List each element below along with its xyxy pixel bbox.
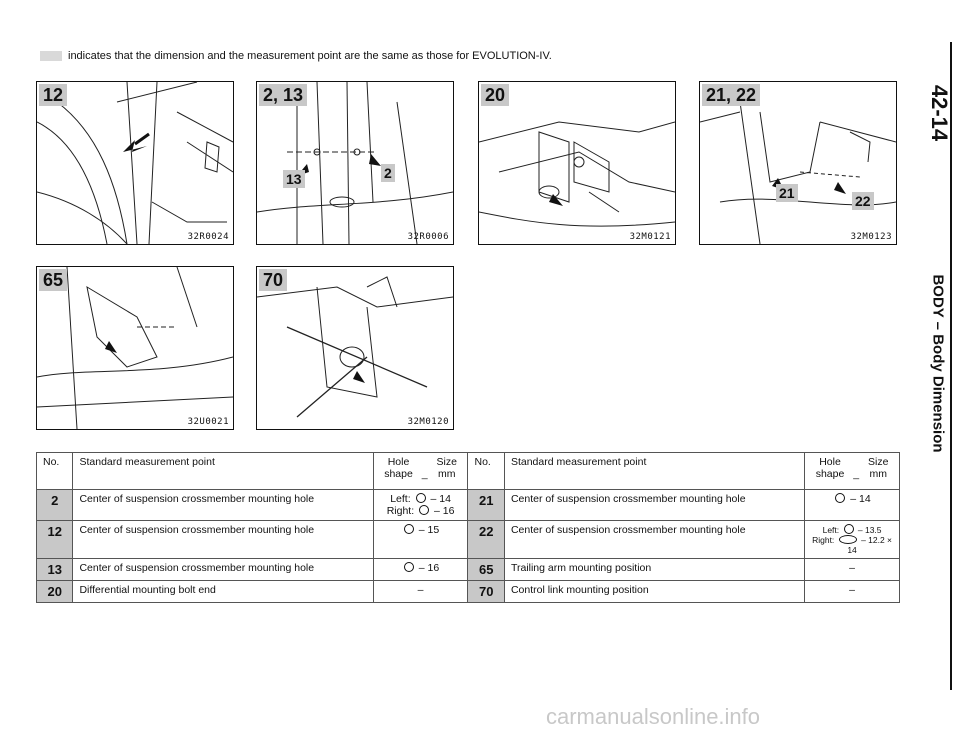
figure-70 xyxy=(256,266,454,430)
figure-20-drawing xyxy=(479,82,675,244)
value-side: Left: xyxy=(390,493,411,505)
figure-label: 21, 22 xyxy=(702,84,760,106)
value-size: – 13.5 xyxy=(857,525,882,535)
row-point: Control link mounting position xyxy=(504,581,804,603)
header-size: Size mm xyxy=(436,456,457,480)
note-text: indicates that the dimension and the measurement point are the same as those for EVOLUTION-IV. xyxy=(68,50,552,62)
page-number: 42-14 xyxy=(927,84,952,142)
figure-code: 32R0024 xyxy=(187,232,229,242)
row-number: 20 xyxy=(37,581,73,603)
row-number: 12 xyxy=(37,521,73,559)
header-size: Size mm xyxy=(867,456,889,480)
round-hole-icon xyxy=(835,493,845,503)
figure-label: 70 xyxy=(259,269,287,291)
round-hole-icon xyxy=(404,524,414,534)
value-side: Left: xyxy=(822,525,840,535)
figure-code: 32M0123 xyxy=(850,232,892,242)
value-size: – 16 xyxy=(418,562,440,574)
callout-13: 13 xyxy=(283,170,305,188)
figure-2-13 xyxy=(256,81,454,245)
row-number: 21 xyxy=(468,490,504,521)
watermark: carmanualsonline.info xyxy=(546,704,761,729)
header-hole-size: Hole shape _ Size mm xyxy=(805,453,900,490)
value-size: – 14 xyxy=(430,493,451,505)
figure-65 xyxy=(36,266,234,430)
row-point: Center of suspension crossmember mounting hole xyxy=(73,490,373,521)
row-number: 22 xyxy=(468,521,504,559)
figure-code: 32R0006 xyxy=(407,232,449,242)
header-no: No. xyxy=(37,453,73,490)
callout-22: 22 xyxy=(852,192,874,210)
table-row xyxy=(37,559,900,581)
figure-65-drawing xyxy=(37,267,233,429)
evolution-note xyxy=(40,50,552,62)
measurement-table xyxy=(36,452,900,603)
header-hole: Hole shape xyxy=(384,456,413,480)
row-value xyxy=(805,490,900,521)
row-number: 2 xyxy=(37,490,73,521)
figure-12 xyxy=(36,81,234,245)
row-point: Center of suspension crossmember mounting hole xyxy=(504,521,804,559)
value-side: Right: xyxy=(812,535,835,545)
value-size: – 14 xyxy=(850,493,871,505)
page-sidebar xyxy=(912,0,960,700)
row-point: Center of suspension crossmember mounting hole xyxy=(504,490,804,521)
row-value: – xyxy=(805,581,900,603)
figure-70-drawing xyxy=(257,267,453,429)
row-value xyxy=(805,521,900,559)
header-hole-size: Hole shape _ Size mm xyxy=(373,453,468,490)
table-row xyxy=(37,490,900,521)
row-point: Trailing arm mounting position xyxy=(504,559,804,581)
row-value xyxy=(373,521,468,559)
figure-label: 12 xyxy=(39,84,67,106)
table-row xyxy=(37,521,900,559)
figure-20 xyxy=(478,81,676,245)
figure-label: 2, 13 xyxy=(259,84,307,106)
section-title: BODY – Body Dimension xyxy=(929,274,947,453)
callout-2: 2 xyxy=(381,164,395,182)
figure-21-22 xyxy=(699,81,897,245)
round-hole-icon xyxy=(416,493,426,503)
round-hole-icon xyxy=(419,505,429,515)
value-size: – 12.2 × 14 xyxy=(847,535,893,555)
row-point: Center of suspension crossmember mounting hole xyxy=(73,559,373,581)
row-value xyxy=(373,490,468,521)
figure-code: 32M0121 xyxy=(629,232,671,242)
round-hole-icon xyxy=(844,524,854,534)
header-point: Standard measurement point xyxy=(73,453,373,490)
figure-21-22-drawing xyxy=(700,82,896,244)
callout-21: 21 xyxy=(776,184,798,202)
row-number: 70 xyxy=(468,581,504,603)
shaded-legend-swatch xyxy=(40,51,62,61)
figure-12-drawing xyxy=(37,82,233,244)
row-point: Center of suspension crossmember mounting hole xyxy=(73,521,373,559)
figure-label: 20 xyxy=(481,84,509,106)
row-value: – xyxy=(805,559,900,581)
figure-code: 32M0120 xyxy=(407,417,449,427)
header-point: Standard measurement point xyxy=(504,453,804,490)
row-number: 13 xyxy=(37,559,73,581)
figure-code: 32U0021 xyxy=(187,417,229,427)
value-size: – 15 xyxy=(418,524,440,536)
table-header-row xyxy=(37,453,900,490)
header-no: No. xyxy=(468,453,504,490)
figure-label: 65 xyxy=(39,269,67,291)
header-hole: Hole shape xyxy=(815,456,845,480)
value-size: – 16 xyxy=(433,505,455,517)
value-side: Right: xyxy=(386,505,415,517)
round-hole-icon xyxy=(404,562,414,572)
row-value xyxy=(373,559,468,581)
row-value: – xyxy=(373,581,468,603)
row-point: Differential mounting bolt end xyxy=(73,581,373,603)
row-number: 65 xyxy=(468,559,504,581)
figure-2-13-drawing xyxy=(257,82,453,244)
oval-hole-icon xyxy=(839,535,857,544)
table-row xyxy=(37,581,900,603)
